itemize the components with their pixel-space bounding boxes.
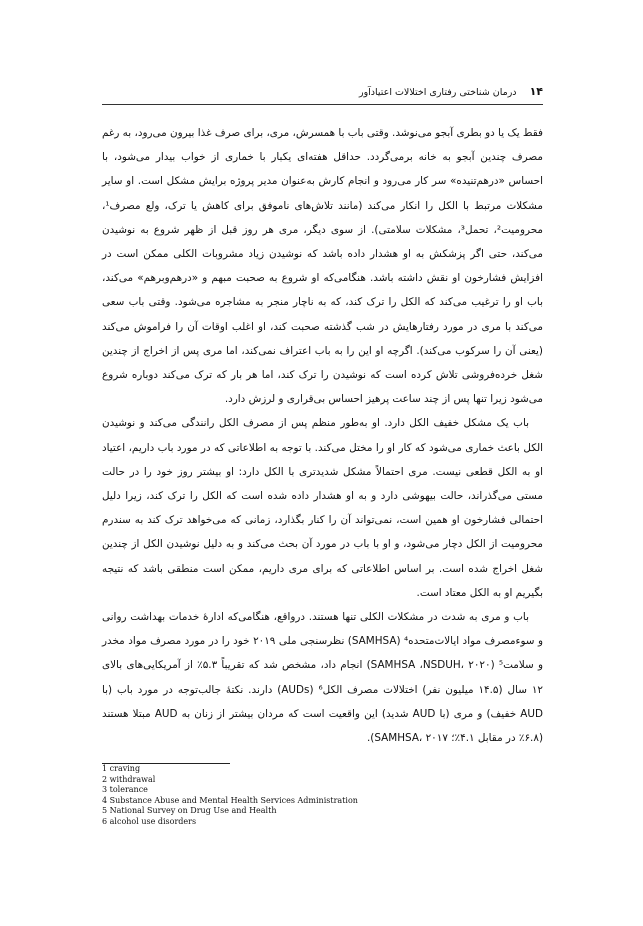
footnote-4: 4 Substance Abuse and Mental Health Services Administration [102, 795, 358, 805]
footnote-3: 3 tolerance [102, 785, 148, 794]
header-divider [102, 104, 543, 105]
paragraph-1: فقط یک یا دو بطری آبجو می‌نوشد. وقتی باب با همسرش، مری، برای صرف غذا بیرون می‌رود، به رغم مصرف چندین آبجو به خانه برمی‌گردد. حداقل هفته‌ای یکبار با خماری از خواب بیدار می‌شود، با احساس «درهم‌تنیده» سر کار می‌رود و انجام کارش به‌عنوان مدیر پروژه برایش مشکل است. او سایر مشکلات مرتبط با الکل را انکار می‌کند (مانند تلاش‌های ناموفق برای کاهش یا ترک، ولع مصرف¹، محرومیت²، تحمل³، مشکلات سلامتی). از سوی دیگر، مری هر روز قبل از ظهر شروع به نوشیدن می‌کند، حتی اگر پزشکش به او هشدار داده باشد که نوشیدن زیاد مشروبات الکلی ممکن است در افزایش فشارخون او نقش داشته باشد. هنگامی‌که او شروع به صحبت مبهم و «درهم‌وبرهم» می‌کند، باب او را ترغیب می‌کند که الکل را ترک کند، که به ناچار منجر به مشاجره می‌شود. وقتی باب سعی می‌کند با مری در مورد رفتارهایش در شب گذشته صحبت کند، او اغلب اوقات آن را فراموش می‌کند (یعنی آن را سرکوب می‌کند). اگرچه او این را به باب اعتراف نمی‌کند، اما مری پس از اخراج از چندین شغل خرده‌فروشی تلاش کرده است که نوشیدن را ترک کند، اما هر بار که ترک می‌کند دوباره شروع می‌شود زیرا تنها پس از چند ساعت پرهیز احساس بی‌قراری و لرزش دارد. [102, 127, 543, 406]
footnote-1: 1 craving [102, 764, 141, 773]
paragraph-2: باب یک مشکل خفیف الکل دارد. او به‌طور منظم پس از مصرف الکل رانندگی می‌کند و نوشیدن الکل باعث خماری می‌شود که کار او را مختل می‌کند. با توجه به اطلاعاتی که در مورد باب داریم، اعتیاد او به الکل قطعی نیست. مری احتمالاً مشکل شدیدتری با الکل دارد: او بیشتر روز خود را در حالت مستی می‌گذراند، حالت بیهوشی دارد و به او هشدار داده شده است که الکل را ترک کند، زیرا دلیل احتمالی فشارخون او همین است، نمی‌تواند آن را کنار بگذارد، زمانی که می‌خواهد ترک کند به سندرم محرومیت از الکل دچار می‌شود، و او با باب در مورد آن بحث می‌کند و به دلیل نوشیدن الکل از چندین شغل اخراج شده است. بر اساس اطلاعاتی که برای مری داریم، ممکن است منطقی باشد که نتیجه بگیریم او به الکل معتاد است. [102, 417, 543, 599]
body-text [102, 121, 543, 750]
footnote-2: 2 withdrawal [102, 774, 156, 784]
footnotes [102, 764, 543, 827]
page-number: ۱۴ [529, 85, 543, 98]
footnote-5: 5 National Survey on Drug Use and Health [102, 806, 277, 815]
paragraph-3: باب و مری به شدت در مشکلات الکلی تنها هستند. درواقع، هنگامی‌که ادارهٔ خدمات بهداشت روانی و سوءمصرف مواد ایالات‌متحده⁴ (SAMHSA) نظرسنجی ملی ۲۰۱۹ خود را در مورد مصرف مواد مخدر و سلامت⁵ (SAMHSA ،NSDUH، ۲۰۲۰) انجام داد، مشخص شد که تقریباً ۵.۳٪ از آمریکایی‌های بالای ۱۲ سال (۱۴.۵ میلیون نفر) اختلالات مصرف الکل⁶ (AUDs) دارند. نکتهٔ جالب‌توجه در مورد باب (با AUD خفیف) و مری (با AUD شدید) این واقعیت است که مردان بیشتر از زنان به AUD مبتلا هستند (۶.۸٪ در مقابل ۴.۱٪؛ SAMHSA، ۲۰۱۷). [102, 611, 544, 745]
running-title: درمان شناختی رفتاری اختلالات اعتیادآور [358, 87, 517, 98]
footnote-6: 6 alcohol use disorders [102, 816, 197, 826]
running-header [358, 85, 543, 100]
